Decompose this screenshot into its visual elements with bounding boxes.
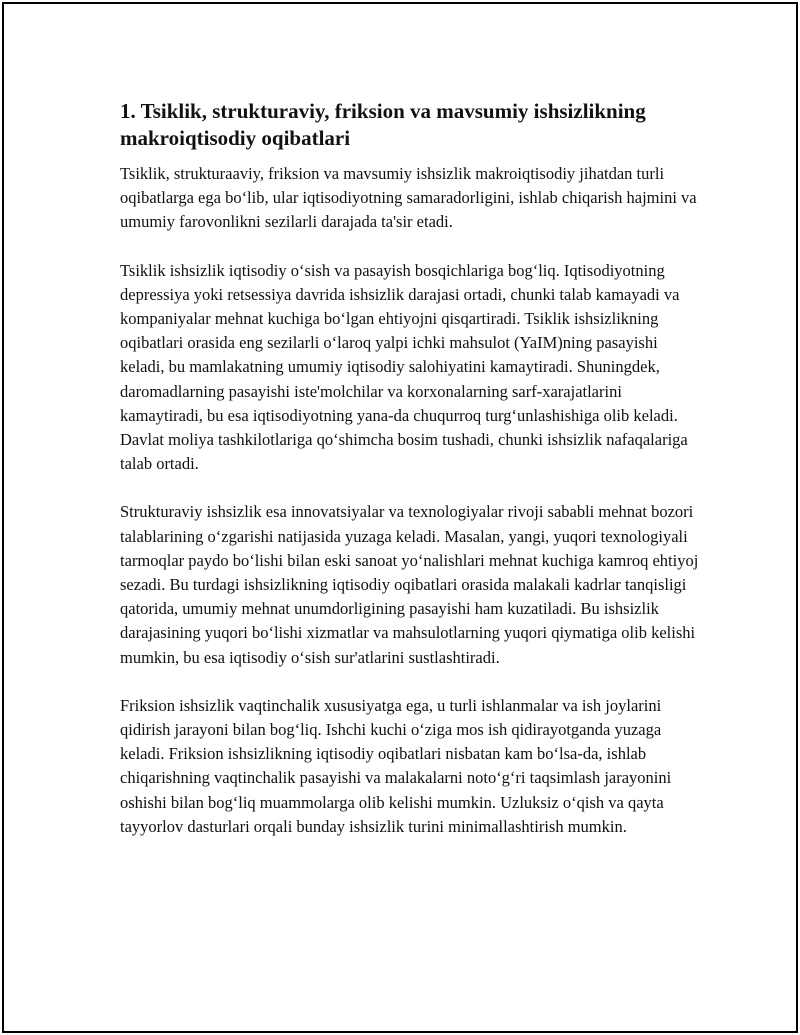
section-heading: 1. Tsiklik, strukturaviy, friksion va mavsumiy ishsizlikning makroiqtisodiy oqibatlari xyxy=(120,99,646,150)
page-frame xyxy=(2,2,798,1033)
paragraph-frictional: Friksion ishsizlik vaqtinchalik xususiyatga ega, u turli ishlanmalar va ish joylarini qidirish jarayoni bilan bog‘liq. Ishchi kuchi o‘ziga mos ish qidirayotganda yuzaga keladi. Friksion ishsizlikning iqtisodiy oqibatlari nisbatan kam bo‘lsa-da, ishlab chiqarishning vaqtinchalik pasayishi va malakalarni noto‘g‘ri taqsimlash jarayonini oshishi bilan bog‘liq muammolarga olib kelishi mumkin. Uzluksiz o‘qish va qayta tayyorlov dasturlari orqali bunday ishsizlik turini minimallashtirish mumkin. xyxy=(120,695,672,836)
document-body xyxy=(120,98,700,863)
paragraph-structural: Strukturaviy ishsizlik esa innovatsiyalar va texnologiyalar rivoji sababli mehnat bozori talablarining o‘zgarishi natijasida yuzaga keladi. Masalan, yangi, yuqori texnologiyali tarmoqlar paydo bo‘lishi bilan eski sanoat yo‘nalishlari mehnat kuchiga kamroq ehtiyoj sezadi. Bu turdagi ishsizlikning iqtisodiy oqibatlari orasida malakali kadrlar tanqisligi qatorida, umumiy mehnat unumdorligining pasayishi ham kuzatiladi. Bu ishsizlik darajasining yuqori bo‘lishi xizmatlar va mahsulotlarning yuqori qiymatiga olib kelishi mumkin, bu esa iqtisodiy o‘sish sur'atlarini sustlashtiradi. xyxy=(120,502,699,667)
paragraph-cyclical: Tsiklik ishsizlik iqtisodiy o‘sish va pasayish bosqichlariga bog‘liq. Iqtisodiyotning depressiya yoki retsessiya davrida ishsizlik darajasi ortadi, chunki talab kamayadi va kompaniyalar mehnat kuchiga bo‘lgan ehtiyojni qisqartiradi. Tsiklik ishsizlikning oqibatlari orasida eng sezilarli o‘laroq yalpi ichki mahsulot (YaIM)ning pasayishi keladi, bu mamlakatning umumiy iqtisodiy salohiyatini kamaytiradi. Shuningdek, daromadlarning pasayishi iste'molchilar va korxonalarning sarf-xarajatlarini kamaytiradi, bu esa iqtisodiyotning yana-da chuqurroq turg‘unlashishiga olib keladi. Davlat moliya tashkilotlariga qo‘shimcha bosim tushadi, chunki ishsizlik nafaqalariga talab ortadi. xyxy=(120,260,688,474)
paragraph-intro: Tsiklik, strukturaaviy, friksion va mavsumiy ishsizlik makroiqtisodiy jihatdan turli oqibatlarga ega bo‘lib, ular iqtisodiyotning samaradorligini, ishlab chiqarish hajmini va umumiy farovonlikni sezilarli darajada ta'sir etadi. xyxy=(120,164,697,232)
